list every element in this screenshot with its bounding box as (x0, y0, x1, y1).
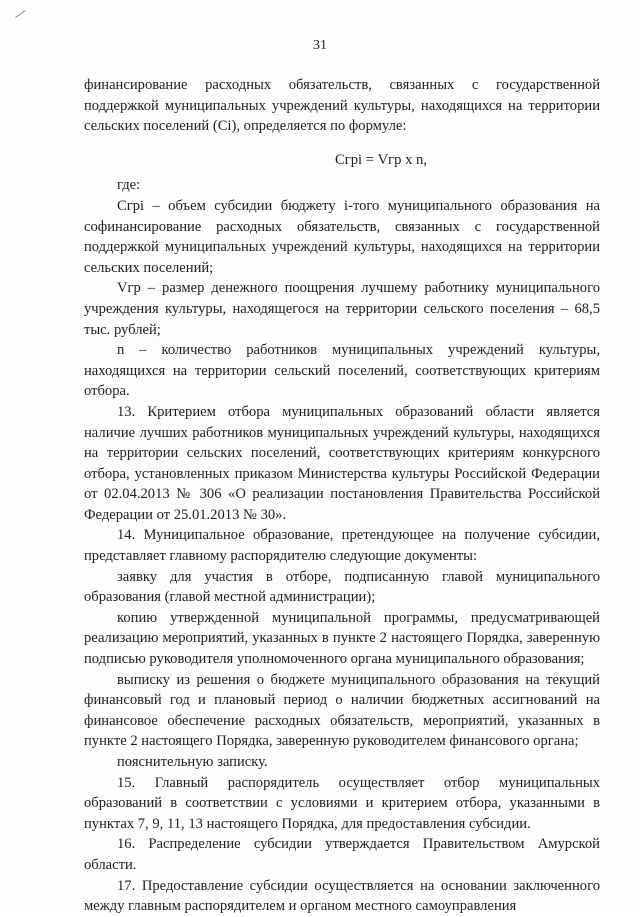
where-label: где: (117, 177, 141, 194)
paragraph-17: 17. Предоставление субсидии осуществляется на основании заключенного между главным распорядителем и органом местного самоуправления (84, 877, 600, 915)
paragraph-16: 16. Распределение субсидии утверждается Правительством Амурской области. (84, 836, 600, 873)
document-item-application: заявку для участия в отборе, подписанную главой муниципального образования (главой местной администрации); (84, 568, 600, 606)
page-number: 31 (313, 38, 327, 53)
paragraph-intro: финансирование расходных обязательств, связанных с государственной поддержкой муниципальных учреждений культуры, находящихся на территории сельских поселений (Сі), определяется по формуле: (84, 77, 600, 135)
document-item-budget-extract: выписку из решения о бюджете муниципального образования на текущий финансовый год и плановый период о наличии бюджетных ассигнований на финансовое обеспечение расходных обязательств, мероприятий, указанных в пункте 2 настоящего Порядка, заверенную руководителем финансового органа; (84, 671, 600, 750)
paragraph-13: 13. Критерием отбора муниципальных образований области является наличие лучших работников муниципальных учреждений культуры, находящихся на территории сельских поселений, соответствующих критериям конкурсного отбора, установленных приказом Министерства культуры Российской Федерации от 02.04.2013 № 306 «О реализации постановления Правительства Российской Федерации от 25.01.2013 № 30». (84, 403, 600, 523)
formula: Сгрі = Vгр х n, (335, 151, 427, 168)
document-item-explanatory-note: пояснительную записку. (117, 754, 268, 770)
document-item-program-copy: копию утвержденной муниципальной программы, предусматривающей реализацию мероприятий, указанных в пункте 2 настоящего Порядка, заверенную подписью руководителя уполномоченного органа муниципального образования; (84, 609, 600, 668)
definition-c: Сгрі – объем субсидии бюджету і-того муниципального образования на софинансирование расходных обязательств, связанных с государственной поддержкой муниципальных учреждений культуры, находящихся на территории сельских поселений; (84, 197, 600, 276)
definition-n: n – количество работников муниципальных учреждений культуры, находящихся на территории сельский поселений, соответствующих критериям отбора. (84, 342, 600, 400)
document-body (84, 75, 600, 917)
paragraph-14: 14. Муниципальное образование, претендующее на получение субсидии, представляет главному распорядителю следующие документы: (84, 527, 600, 565)
scan-mark: — (10, 3, 29, 23)
paragraph-15: 15. Главный распорядитель осуществляет отбор муниципальных образований в соответствии с условиями и критерием отбора, указанными в пунктах 7, 9, 11, 13 настоящего Порядка, для предоставления субсидии. (84, 774, 600, 832)
definition-v: Vгр – размер денежного поощрения лучшему работнику муниципального учреждения культуры, находящегося на территории сельского поселения – 68,5 тыс. рублей; (84, 280, 600, 338)
